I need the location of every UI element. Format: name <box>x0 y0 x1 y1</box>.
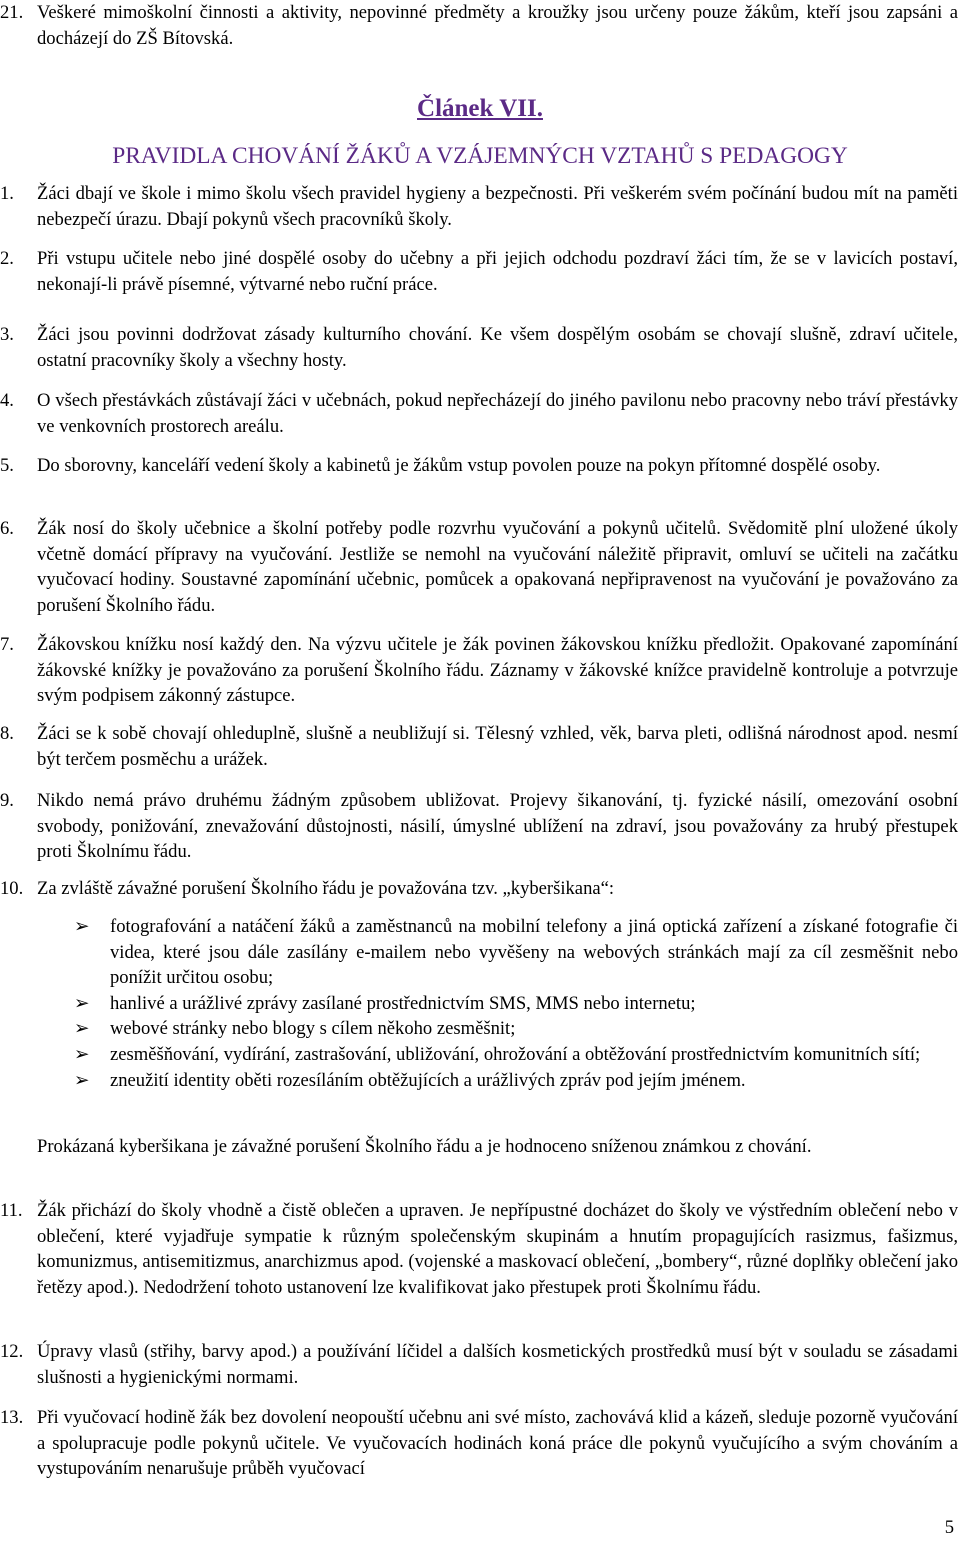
list-item <box>0 1068 958 1094</box>
rule-number: 10. <box>0 878 24 899</box>
rule-9 <box>0 788 958 865</box>
rule-8 <box>0 721 958 772</box>
rule-number: 2. <box>0 248 14 269</box>
rule-6 <box>0 516 958 618</box>
list-item <box>0 914 958 991</box>
rule-text: Veškeré mimoškolní činnosti a aktivity, nepovinné předměty a kroužky jsou určeny pouze žákům, kteří jsou zapsáni a docházejí do ZŠ Bítovská. <box>37 2 958 49</box>
arrow-bullet-icon: ➢ <box>74 1018 90 1040</box>
rule-2 <box>0 246 958 297</box>
rule-number: 4. <box>0 390 14 411</box>
list-item <box>0 1042 958 1068</box>
rule-text: Při vyučovací hodině žák bez dovolení neopouští učebnu ani své místo, zachovává klid a kázeň, sleduje pozorně vyučování a spolupracuje podle pokynů učitele. Ve vyučovacích hodinách koná práce dle pokynů vyučujícího a svým chováním a vystupováním nenarušuje průběh vyučovací <box>37 1407 958 1480</box>
rule-12 <box>0 1339 958 1390</box>
rule-10 <box>0 876 958 902</box>
list-item-text: webové stránky nebo blogy s cílem někoho zesměšnit; <box>110 1018 516 1040</box>
rule-text: Žáci dbají ve škole i mimo školu všech pravidel hygieny a bezpečnosti. Při veškerém svém počínání budou mít na paměti nebezpečí úrazu. Dbají pokynů všech pracovníků školy. <box>37 183 958 230</box>
rule-number: 5. <box>0 455 14 476</box>
rule-number: 3. <box>0 324 14 345</box>
rule-number: 9. <box>0 790 14 811</box>
rule-number: 12. <box>0 1341 24 1362</box>
rule-text: Do sborovny, kanceláří vedení školy a kabinetů je žákům vstup povolen pouze na pokyn přítomné dospělé osoby. <box>37 455 881 476</box>
rule-1 <box>0 181 958 232</box>
list-item-text: zesměšňování, vydírání, zastrašování, ubližování, ohrožování a obtěžování prostřednictvím komunitních sítí; <box>110 1043 921 1065</box>
arrow-bullet-icon: ➢ <box>74 1069 90 1091</box>
cyberbullying-conclusion <box>0 1134 958 1160</box>
rule-number: 1. <box>0 183 14 204</box>
rule-text: Žák přichází do školy vhodně a čistě oblečen a upraven. Je nepřípustné docházet do školy ve výstředním oblečení nebo v oblečení, které vyjadřuje sympatie k různým společenským skupinám a hnutím propagujících rasizmus, fašizmus, komunizmus, antisemitizmus, anarchizmus apod. (vojenské a maskovací oblečení, „bombery“, různé doplňky oblečení jako řetězy apod.). Nedodržení tohoto ustanovení lze kvalifikovat jako přestupek proti Školnímu řádu. <box>37 1200 958 1298</box>
rule-13 <box>0 1405 958 1482</box>
rule-text: Nikdo nemá právo druhému žádným způsobem ubližovat. Projevy šikanování, tj. fyzické násilí, omezování osobní svobody, ponižování, znevažování důstojnosti, násilí, úmyslné ublížení na zdraví, jsou považovány za hrubý přestupek proti Školnímu řádu. <box>37 790 958 863</box>
cyberbullying-list <box>0 914 958 1093</box>
rule-3 <box>0 322 958 373</box>
rule-text: Při vstupu učitele nebo jiné dospělé osoby do učebny a při jejich odchodu pozdraví žáci tím, že se v lavicích postaví, nekonají-li právě písemné, výtvarné nebo ruční práce. <box>37 248 958 295</box>
arrow-bullet-icon: ➢ <box>74 992 90 1014</box>
rule-text: Žáci se k sobě chovají ohleduplně, slušně a neubližují si. Tělesný vzhled, věk, barva pleti, odlišná národnost apod. nesmí být terčem posměchu a urážek. <box>37 723 958 770</box>
rule-7 <box>0 632 958 709</box>
rule-4 <box>0 388 958 439</box>
rule-text: Úpravy vlasů (střihy, barvy apod.) a používání líčidel a dalších kosmetických prostředků musí být v souladu se zásadami slušnosti a hygienickými normami. <box>37 1341 958 1388</box>
rule-text: Žáci jsou povinni dodržovat zásady kulturního chování. Ke všem dospělým osobám se chovají slušně, zdraví učitele, ostatní pracovníky školy a všechny hosty. <box>37 324 958 371</box>
rule-number: 7. <box>0 634 14 655</box>
rule-text: Žák nosí do školy učebnice a školní potřeby podle rozvrhu vyučování a pokynů učitelů. Svědomitě plní uložené úkoly včetně domácí přípravy na vyučování. Jestliže se nemohl na vyučování náležitě připravit, omluví se učiteli na začátku vyučovací hodiny. Soustavné zapomínání učebnic, pomůcek a opakovaná nepřipravenost na vyučování je považováno za porušení Školního řádu. <box>37 518 958 616</box>
rule-number: 21. <box>0 2 24 23</box>
arrow-bullet-icon: ➢ <box>74 1043 90 1065</box>
rule-number: 11. <box>0 1200 23 1221</box>
article-subtitle: PRAVIDLA CHOVÁNÍ ŽÁKŮ A VZÁJEMNÝCH VZTAHŮ S PEDAGOGY <box>112 143 848 169</box>
rule-text: Za zvláště závažné porušení Školního řádu je považována tzv. „kyberšikana“: <box>37 878 615 899</box>
paragraph-text: Prokázaná kyberšikana je závažné porušení Školního řádu a je hodnoceno sníženou známkou z chování. <box>37 1136 812 1157</box>
list-item <box>0 1016 958 1042</box>
rule-number: 8. <box>0 723 14 744</box>
list-item-text: fotografování a natáčení žáků a zaměstnanců na mobilní telefony a jiná optická zařízení a získané fotografie či videa, které jsou dále zasílány e-mailem nebo vyvěšeny na webových stránkách mají za cíl zesměšnit nebo ponížit určitou osobu; <box>110 916 958 989</box>
list-item-text: hanlivé a urážlivé zprávy zasílané prostřednictvím SMS, MMS nebo internetu; <box>110 992 696 1014</box>
rule-5 <box>0 453 958 479</box>
rule-21 <box>0 0 958 51</box>
rule-11 <box>0 1198 958 1300</box>
rule-number: 13. <box>0 1407 24 1428</box>
rule-number: 6. <box>0 518 14 539</box>
article-title: Článek VII. <box>417 95 543 122</box>
list-item-text: zneužití identity oběti rozesíláním obtěžujících a urážlivých zpráv pod jejím jménem. <box>110 1069 746 1091</box>
list-item <box>0 991 958 1017</box>
arrow-bullet-icon: ➢ <box>74 916 90 937</box>
rule-text: Žákovskou knížku nosí každý den. Na výzvu učitele je žák povinen žákovskou knížku předložit. Opakované zapomínání žákovské knížky je považováno za porušení Školního řádu. Záznamy v žákovské knížce pravidelně kontroluje a potvrzuje svým podpisem zákonný zástupce. <box>37 634 958 707</box>
page-number: 5 <box>944 1517 954 1538</box>
rule-text: O všech přestávkách zůstávají žáci v učebnách, pokud nepřecházejí do jiného pavilonu nebo pracovny nebo tráví přestávky ve venkovních prostorech areálu. <box>37 390 958 437</box>
